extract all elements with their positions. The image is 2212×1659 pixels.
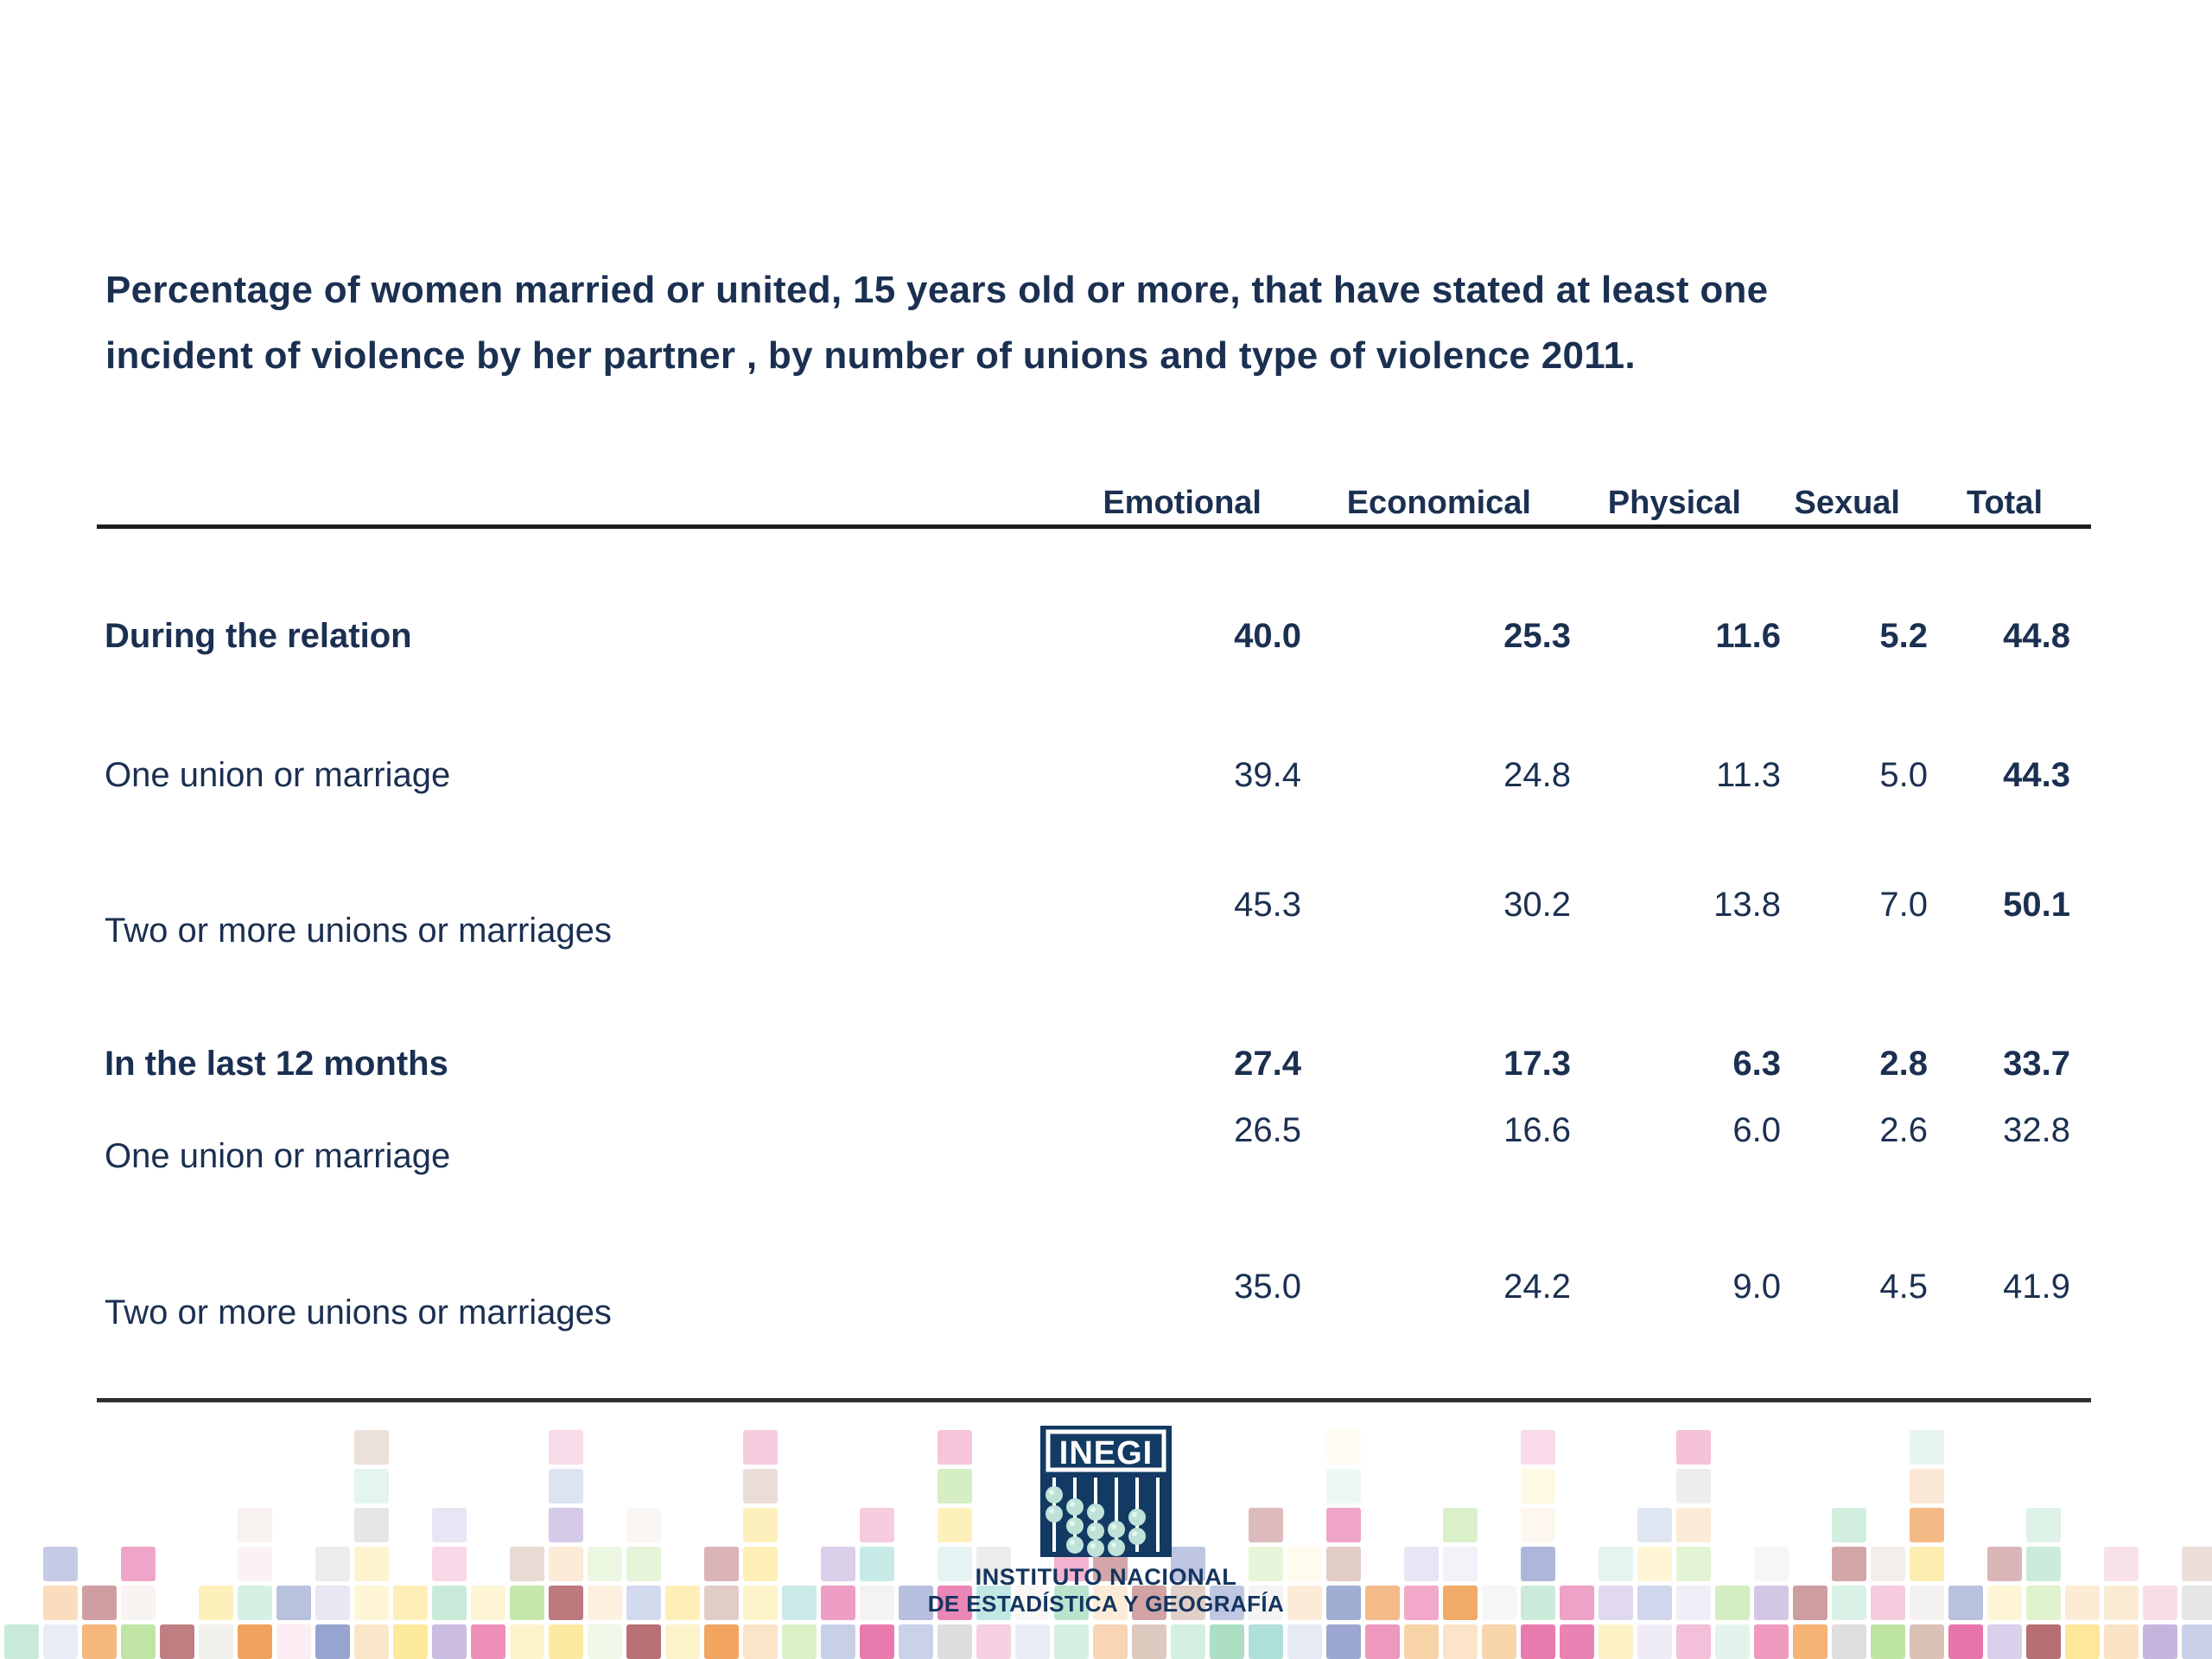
mosaic-tile xyxy=(1404,1547,1439,1581)
table-row xyxy=(99,878,2078,950)
mosaic-tile xyxy=(1987,1547,2022,1581)
mosaic-tile xyxy=(743,1624,778,1659)
mosaic-tile xyxy=(1249,1624,1283,1659)
mosaic-column xyxy=(121,1547,156,1659)
mosaic-column xyxy=(238,1508,272,1659)
header-rule xyxy=(97,524,2091,529)
org-name-line-2: DE ESTADÍSTICA Y GEOGRAFÍA xyxy=(927,1591,1285,1617)
mosaic-tile xyxy=(1793,1586,1827,1620)
mosaic-tile xyxy=(549,1547,583,1581)
row-label: One union or marriage xyxy=(105,755,451,794)
title-line-2: incident of violence by her partner , by number of unions and type of violence 2011. xyxy=(105,334,1636,377)
mosaic-tile xyxy=(549,1624,583,1659)
mosaic-tile xyxy=(1637,1547,1672,1581)
table-row xyxy=(99,1103,2078,1175)
mosaic-tile xyxy=(1521,1624,1555,1659)
cell-economical: 30.2 xyxy=(1503,885,1571,924)
mosaic-tile xyxy=(588,1624,622,1659)
mosaic-tile xyxy=(1910,1508,1944,1542)
mosaic-tile xyxy=(704,1586,739,1620)
mosaic-tile xyxy=(2104,1624,2139,1659)
mosaic-tile xyxy=(354,1469,389,1503)
mosaic-tile xyxy=(588,1547,622,1581)
cell-physical: 6.0 xyxy=(1732,1110,1781,1149)
title-line-1: Percentage of women married or united, 15 years old or more, that have stated at least one xyxy=(105,269,1769,311)
cell-physical: 6.3 xyxy=(1732,1044,1781,1083)
mosaic-column xyxy=(704,1547,739,1659)
cell-physical: 11.6 xyxy=(1715,616,1781,655)
cell-economical: 25.3 xyxy=(1503,616,1571,655)
mosaic-tile xyxy=(1521,1430,1555,1465)
mosaic-column xyxy=(1871,1547,1905,1659)
mosaic-tile xyxy=(938,1624,972,1659)
mosaic-tile xyxy=(2026,1586,2061,1620)
mosaic-tile xyxy=(238,1547,272,1581)
mosaic-tile xyxy=(1910,1469,1944,1503)
cell-economical: 24.8 xyxy=(1503,755,1571,794)
cell-physical: 13.8 xyxy=(1713,885,1781,924)
mosaic-column xyxy=(2143,1586,2177,1659)
mosaic-tile xyxy=(2182,1547,2212,1581)
mosaic-tile xyxy=(1987,1624,2022,1659)
column-header-sexual: Sexual xyxy=(1794,485,1900,521)
mosaic-tile xyxy=(1599,1624,1633,1659)
mosaic-column xyxy=(626,1508,661,1659)
mosaic-tile xyxy=(821,1624,855,1659)
mosaic-tile xyxy=(510,1547,544,1581)
mosaic-column xyxy=(1987,1547,2022,1659)
row-label: In the last 12 months xyxy=(105,1044,448,1083)
mosaic-tile xyxy=(510,1586,544,1620)
row-label: Two or more unions or marriages xyxy=(105,911,612,950)
mosaic-tile xyxy=(1676,1624,1711,1659)
mosaic-tile xyxy=(1132,1624,1166,1659)
mosaic-tile xyxy=(1093,1624,1128,1659)
mosaic-tile xyxy=(1871,1624,1905,1659)
mosaic-column xyxy=(1948,1586,1983,1659)
mosaic-tile xyxy=(1521,1508,1555,1542)
inegi-logo-text: INEGI xyxy=(1058,1435,1154,1471)
mosaic-column xyxy=(471,1586,505,1659)
mosaic-tile xyxy=(1326,1624,1361,1659)
mosaic-column xyxy=(276,1586,311,1659)
mosaic-tile xyxy=(1443,1624,1478,1659)
mosaic-tile xyxy=(354,1508,389,1542)
cell-emotional: 45.3 xyxy=(1234,885,1301,924)
mosaic-tile xyxy=(393,1624,428,1659)
mosaic-tile xyxy=(1676,1586,1711,1620)
mosaic-tile xyxy=(432,1624,467,1659)
mosaic-tile xyxy=(471,1624,505,1659)
row-label: Two or more unions or marriages xyxy=(105,1293,612,1332)
mosaic-tile xyxy=(1910,1547,1944,1581)
mosaic-column xyxy=(1754,1547,1789,1659)
mosaic-tile xyxy=(1715,1624,1750,1659)
mosaic-tile xyxy=(1832,1508,1866,1542)
mosaic-tile xyxy=(276,1624,311,1659)
mosaic-tile xyxy=(471,1586,505,1620)
mosaic-tile xyxy=(2182,1586,2212,1620)
mosaic-tile xyxy=(549,1508,583,1542)
mosaic-column xyxy=(743,1430,778,1659)
mosaic-tile xyxy=(1832,1586,1866,1620)
mosaic-column xyxy=(354,1430,389,1659)
mosaic-tile xyxy=(743,1508,778,1542)
mosaic-tile xyxy=(704,1547,739,1581)
mosaic-tile xyxy=(1676,1547,1711,1581)
org-name-line-1: INSTITUTO NACIONAL xyxy=(975,1564,1237,1590)
mosaic-column xyxy=(2182,1547,2212,1659)
mosaic-tile xyxy=(1599,1586,1633,1620)
mosaic-tile xyxy=(354,1430,389,1465)
mosaic-tile xyxy=(782,1624,817,1659)
mosaic-tile xyxy=(1599,1547,1633,1581)
mosaic-tile xyxy=(1482,1624,1516,1659)
cell-emotional: 40.0 xyxy=(1234,616,1301,655)
mosaic-tile xyxy=(1676,1508,1711,1542)
mosaic-tile xyxy=(1637,1508,1672,1542)
cell-total: 32.8 xyxy=(2003,1110,2070,1149)
column-header-total: Total xyxy=(1967,485,2043,521)
column-header-physical: Physical xyxy=(1607,485,1741,521)
mosaic-tile xyxy=(1365,1624,1400,1659)
mosaic-column xyxy=(1676,1430,1711,1659)
mosaic-tile xyxy=(1910,1586,1944,1620)
mosaic-tile xyxy=(743,1469,778,1503)
inegi-logo-block xyxy=(830,1426,1382,1618)
mosaic-tile xyxy=(743,1586,778,1620)
mosaic-tile xyxy=(743,1547,778,1581)
mosaic-tile xyxy=(1404,1586,1439,1620)
mosaic-tile xyxy=(238,1508,272,1542)
column-header-emotional: Emotional xyxy=(1103,485,1262,521)
mosaic-tile xyxy=(43,1547,78,1581)
mosaic-tile xyxy=(199,1586,233,1620)
mosaic-tile xyxy=(1443,1508,1478,1542)
mosaic-tile xyxy=(2026,1624,2061,1659)
mosaic-tile xyxy=(160,1624,194,1659)
mosaic-tile xyxy=(432,1586,467,1620)
mosaic-tile xyxy=(2143,1624,2177,1659)
mosaic-tile xyxy=(238,1624,272,1659)
mosaic-column xyxy=(1910,1430,1944,1659)
cell-sexual: 7.0 xyxy=(1879,885,1928,924)
mosaic-tile xyxy=(121,1586,156,1620)
mosaic-column xyxy=(1482,1586,1516,1659)
mosaic-tile xyxy=(1560,1624,1594,1659)
mosaic-tile xyxy=(626,1624,661,1659)
mosaic-tile xyxy=(238,1586,272,1620)
inegi-logo-icon xyxy=(1040,1426,1172,1557)
mosaic-tile xyxy=(1637,1624,1672,1659)
mosaic-column xyxy=(510,1547,544,1659)
mosaic-tile xyxy=(1948,1624,1983,1659)
mosaic-tile xyxy=(782,1586,817,1620)
table-header-row xyxy=(99,468,2078,522)
mosaic-column xyxy=(2104,1547,2139,1659)
mosaic-tile xyxy=(1910,1430,1944,1465)
mosaic-tile xyxy=(549,1469,583,1503)
cell-emotional: 26.5 xyxy=(1234,1110,1301,1149)
mosaic-tile xyxy=(354,1624,389,1659)
mosaic-column xyxy=(1637,1508,1672,1659)
mosaic-tile xyxy=(199,1624,233,1659)
mosaic-column xyxy=(82,1586,117,1659)
mosaic-tile xyxy=(1754,1624,1789,1659)
mosaic-tile xyxy=(665,1624,700,1659)
mosaic-tile xyxy=(276,1586,311,1620)
mosaic-tile xyxy=(588,1586,622,1620)
mosaic-tile xyxy=(432,1547,467,1581)
mosaic-column xyxy=(1599,1547,1633,1659)
mosaic-tile xyxy=(2026,1547,2061,1581)
mosaic-column xyxy=(1443,1508,1478,1659)
cell-sexual: 2.6 xyxy=(1879,1110,1928,1149)
mosaic-column xyxy=(1560,1586,1594,1659)
mosaic-tile xyxy=(1443,1547,1478,1581)
cell-emotional: 35.0 xyxy=(1234,1267,1301,1306)
mosaic-tile xyxy=(899,1624,933,1659)
mosaic-tile xyxy=(432,1508,467,1542)
mosaic-tile xyxy=(2104,1547,2139,1581)
mosaic-column xyxy=(432,1508,467,1659)
mosaic-tile xyxy=(2026,1508,2061,1542)
mosaic-tile xyxy=(1871,1547,1905,1581)
mosaic-tile xyxy=(2065,1624,2100,1659)
mosaic-tile xyxy=(1015,1624,1050,1659)
mosaic-tile xyxy=(1404,1624,1439,1659)
mosaic-tile xyxy=(2182,1624,2212,1659)
mosaic-tile xyxy=(976,1624,1011,1659)
mosaic-tile xyxy=(82,1624,117,1659)
mosaic-column xyxy=(43,1547,78,1659)
mosaic-tile xyxy=(626,1508,661,1542)
column-header-economical: Economical xyxy=(1346,485,1531,521)
mosaic-tile xyxy=(354,1547,389,1581)
mosaic-column xyxy=(315,1547,350,1659)
cell-physical: 11.3 xyxy=(1716,755,1781,794)
mosaic-tile xyxy=(860,1624,894,1659)
cell-sexual: 2.8 xyxy=(1879,1044,1928,1083)
cell-sexual: 5.2 xyxy=(1879,616,1928,655)
cell-emotional: 27.4 xyxy=(1234,1044,1301,1083)
mosaic-tile xyxy=(743,1430,778,1465)
mosaic-tile xyxy=(1715,1586,1750,1620)
mosaic-tile xyxy=(82,1586,117,1620)
mosaic-column xyxy=(549,1430,583,1659)
mosaic-tile xyxy=(1521,1547,1555,1581)
mosaic-tile xyxy=(1171,1624,1205,1659)
table-row xyxy=(99,748,2078,802)
mosaic-tile xyxy=(549,1430,583,1465)
mosaic-tile xyxy=(1521,1469,1555,1503)
mosaic-tile xyxy=(549,1586,583,1620)
cell-sexual: 4.5 xyxy=(1879,1267,1928,1306)
mosaic-tile xyxy=(1754,1547,1789,1581)
cell-total: 44.8 xyxy=(2003,616,2070,655)
mosaic-tile xyxy=(1443,1586,1478,1620)
mosaic-tile xyxy=(1910,1624,1944,1659)
table-row xyxy=(99,1037,2078,1090)
mosaic-column xyxy=(393,1586,428,1659)
mosaic-tile xyxy=(1987,1586,2022,1620)
mosaic-tile xyxy=(1560,1586,1594,1620)
mosaic-tile xyxy=(1832,1547,1866,1581)
cell-total: 50.1 xyxy=(2003,885,2070,924)
mosaic-tile xyxy=(1948,1586,1983,1620)
cell-emotional: 39.4 xyxy=(1234,755,1301,794)
mosaic-tile xyxy=(43,1586,78,1620)
mosaic-column xyxy=(782,1586,817,1659)
mosaic-tile xyxy=(1793,1624,1827,1659)
mosaic-tile xyxy=(121,1624,156,1659)
mosaic-column xyxy=(2065,1586,2100,1659)
mosaic-tile xyxy=(2104,1586,2139,1620)
mosaic-tile xyxy=(1210,1624,1244,1659)
mosaic-tile xyxy=(1521,1586,1555,1620)
mosaic-tile xyxy=(393,1586,428,1620)
mosaic-tile xyxy=(315,1586,350,1620)
mosaic-tile xyxy=(354,1586,389,1620)
mosaic-column xyxy=(665,1586,700,1659)
mosaic-tile xyxy=(315,1624,350,1659)
mosaic-tile xyxy=(626,1586,661,1620)
mosaic-tile xyxy=(1054,1624,1089,1659)
mosaic-tile xyxy=(1832,1624,1866,1659)
mosaic-tile xyxy=(1871,1586,1905,1620)
mosaic-tile xyxy=(665,1586,700,1620)
cell-economical: 17.3 xyxy=(1503,1044,1571,1083)
table-row xyxy=(99,1260,2078,1332)
cell-total: 33.7 xyxy=(2003,1044,2070,1083)
mosaic-tile xyxy=(510,1624,544,1659)
mosaic-tile xyxy=(2065,1586,2100,1620)
cell-total: 41.9 xyxy=(2003,1267,2070,1306)
mosaic-tile xyxy=(1637,1586,1672,1620)
mosaic-column xyxy=(588,1547,622,1659)
mosaic-tile xyxy=(4,1624,39,1659)
mosaic-tile xyxy=(1676,1469,1711,1503)
cell-physical: 9.0 xyxy=(1732,1267,1781,1306)
table-row xyxy=(99,609,2078,663)
mosaic-tile xyxy=(1287,1624,1322,1659)
cell-total: 44.3 xyxy=(2003,755,2070,794)
mosaic-tile xyxy=(704,1624,739,1659)
mosaic-column xyxy=(1404,1547,1439,1659)
mosaic-column xyxy=(1832,1508,1866,1659)
mosaic-tile xyxy=(121,1547,156,1581)
mosaic-column xyxy=(199,1586,233,1659)
mosaic-tile xyxy=(1754,1586,1789,1620)
row-label: One union or marriage xyxy=(105,1136,451,1175)
mosaic-tile xyxy=(43,1624,78,1659)
mosaic-column xyxy=(1521,1430,1555,1659)
mosaic-column xyxy=(1715,1586,1750,1659)
cell-sexual: 5.0 xyxy=(1879,755,1928,794)
mosaic-column xyxy=(4,1624,39,1659)
page-title xyxy=(105,257,2093,389)
mosaic-column xyxy=(1793,1586,1827,1659)
mosaic-tile xyxy=(626,1547,661,1581)
mosaic-tile xyxy=(1676,1430,1711,1465)
mosaic-tile xyxy=(1482,1586,1516,1620)
mosaic-column xyxy=(160,1624,194,1659)
cell-economical: 16.6 xyxy=(1503,1110,1571,1149)
cell-economical: 24.2 xyxy=(1503,1267,1571,1306)
mosaic-tile xyxy=(315,1547,350,1581)
mosaic-column xyxy=(2026,1508,2061,1659)
footer-rule xyxy=(97,1398,2091,1402)
mosaic-tile xyxy=(2143,1586,2177,1620)
row-label: During the relation xyxy=(105,616,412,655)
